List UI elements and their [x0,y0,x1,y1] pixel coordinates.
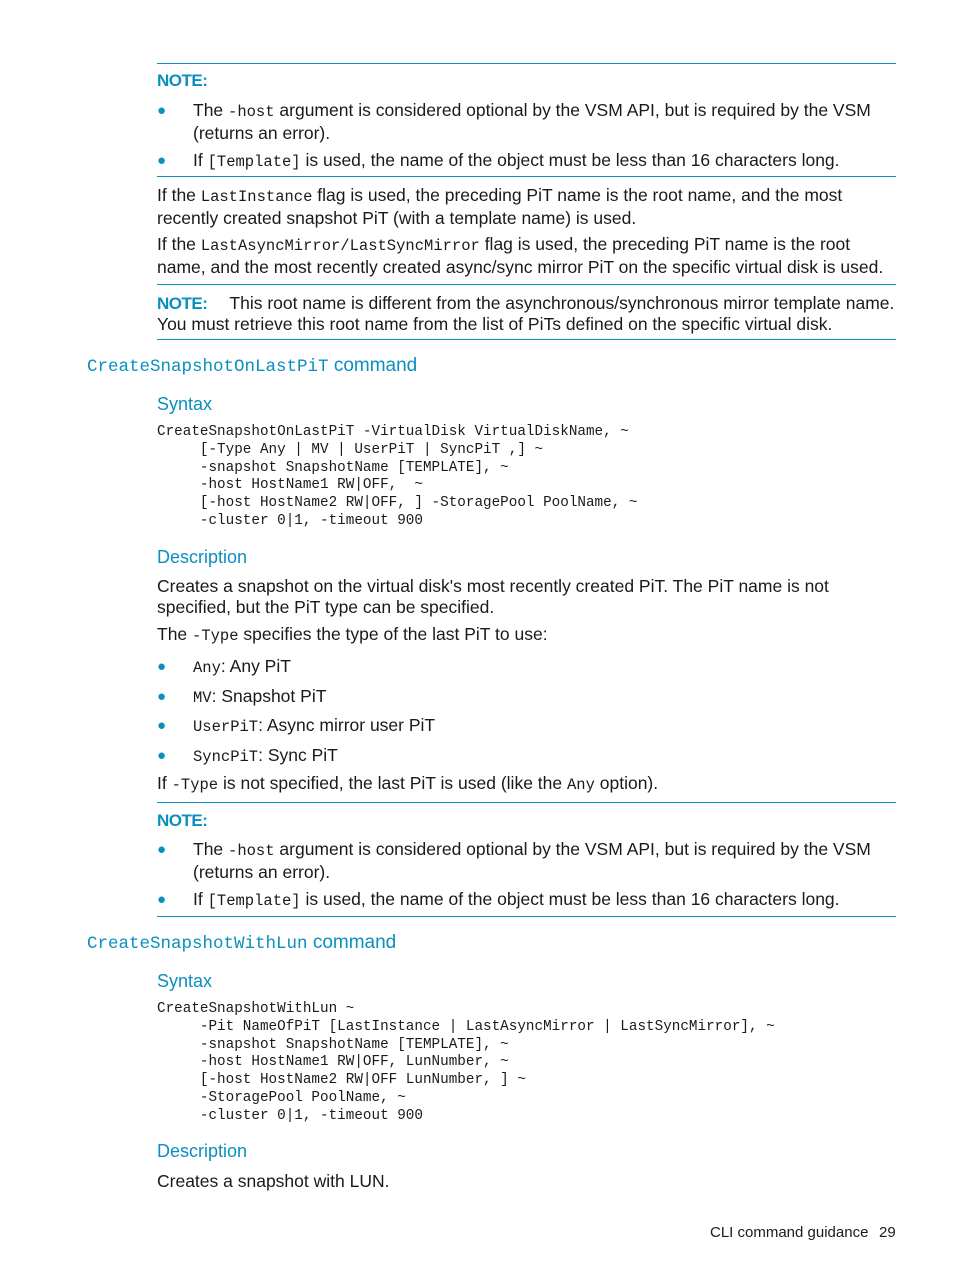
description-heading: Description [157,547,248,567]
paragraph-lastasyncmirror: If the LastAsyncMirror/LastSyncMirror flag is used, the preceding PiT name is the root name, and the most recently created async/sync mirror PiT on the specific virtual disk is used. [157,234,884,277]
type-paragraph: The -Type specifies the type of the last PiT to use: [157,624,548,645]
bullet-icon: ● [157,688,167,705]
note-bottom-rule [157,916,896,917]
bullet-icon: ● [157,152,167,169]
description-text: Creates a snapshot on the virtual disk's most recently created PiT. The PiT name is not specified, but the PiT type can be specified. [157,576,829,617]
paragraph-lastinstance: If the LastInstance flag is used, the preceding PiT name is the root name, and the most recently created snapshot PiT (with a template name) is used. [157,185,843,228]
section-heading-createsnapshotonlastpit: CreateSnapshotOnLastPiT command [87,355,418,377]
note-top-rule [157,63,896,64]
note-bottom-rule [157,339,896,340]
note-root-name: NOTE: This root name is different from the asynchronous/synchronous mirror template name. You must retrieve this root name from the list of PiTs defined on the specific virtual disk. [157,293,895,334]
bullet-icon: ● [157,891,167,908]
page-number: 29 [879,1224,896,1241]
syntax-heading: Syntax [157,971,213,991]
note-top-rule [157,802,896,803]
syntax-code-block: CreateSnapshotOnLastPiT -VirtualDisk VirtualDiskName, ~ [-Type Any | MV | UserPiT | SyncPiT ,] ~ -snapshot SnapshotName [TEMPLATE], ~ -host HostName1 RW|OFF, ~ [-host HostName2 RW|OFF, ] -StoragePool PoolName, ~ -cluster 0|1, -timeout 900 [157,424,638,529]
section-heading-createsnapshotwithlun: CreateSnapshotWithLun command [87,932,397,954]
bullet-icon: ● [157,658,167,675]
note-label: NOTE: [157,811,208,830]
bullet-icon: ● [157,841,167,858]
description-heading: Description [157,1141,248,1161]
footer-section-title: CLI command guidance [710,1224,869,1241]
bullet-icon: ● [157,102,167,119]
syntax-heading: Syntax [157,394,213,414]
note-label: NOTE: [157,71,208,90]
syntax-code-block: CreateSnapshotWithLun ~ -Pit NameOfPiT [LastInstance | LastAsyncMirror | LastSyncMirror], ~ -snapshot SnapshotName [TEMPLATE], ~ -host HostName1 RW|OFF, LunNumber, ~ [-host HostName2 RW|OFF LunNumber, ] ~ -StoragePool PoolName, ~ -cluster 0|1, -timeout 900 [157,1001,775,1124]
bullet-icon: ● [157,717,167,734]
note-top-rule [157,284,896,285]
note-bottom-rule [157,176,896,177]
description-text: Creates a snapshot with LUN. [157,1171,390,1191]
bullet-icon: ● [157,747,167,764]
default-type-paragraph: If -Type is not specified, the last PiT is used (like the Any option). [157,773,659,794]
